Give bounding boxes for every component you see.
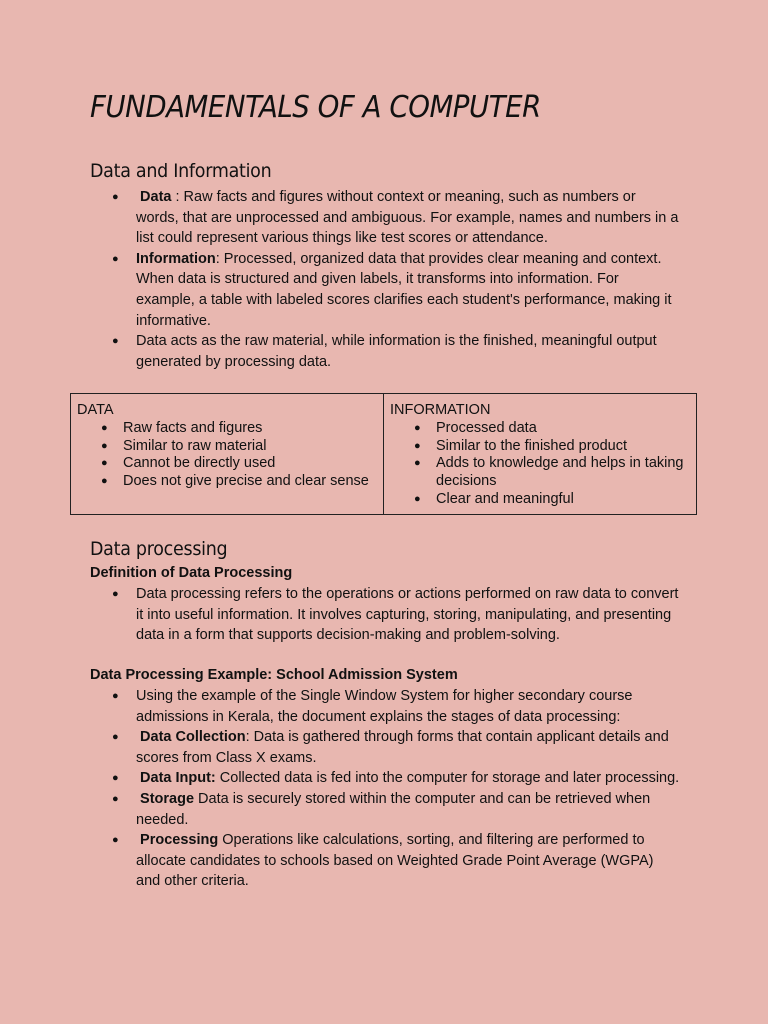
- table-item: ● Adds to knowledge and helps in taking decisions: [390, 455, 690, 491]
- comparison-table: [70, 393, 697, 515]
- table-item: ● Similar to raw material: [77, 438, 377, 456]
- data-information-list: [90, 187, 680, 372]
- list-item: ● Storage Data is securely stored within the computer and can be retrieved when needed.: [90, 789, 680, 830]
- example-list: [90, 686, 680, 892]
- list-item: ● Data Input: Collected data is fed into the computer for storage and later processing.: [90, 768, 680, 789]
- table-item: ● Processed data: [390, 420, 690, 438]
- information-column: [383, 394, 696, 514]
- definition-heading: Definition of Data Processing: [90, 565, 293, 581]
- list-item: ● Processing Operations like calculations, sorting, and filtering are performed to allocate candidates to schools based on Weighted Grade Point Average (WGPA) and other criteria.: [90, 830, 680, 892]
- table-item: ● Cannot be directly used: [77, 455, 377, 473]
- section-heading-data-processing: Data processing: [90, 538, 228, 560]
- information-column-header: INFORMATION: [390, 402, 491, 418]
- page-title: FUNDAMENTALS OF A COMPUTER: [90, 90, 541, 125]
- section-heading-data-information: Data and Information: [90, 160, 272, 182]
- example-heading: Data Processing Example: School Admission System: [90, 667, 458, 683]
- list-item: ● Data acts as the raw material, while information is the finished, meaningful output generated by processing data.: [90, 331, 680, 372]
- list-item: ● Data Collection: Data is gathered through forms that contain applicant details and scores from Class X exams.: [90, 727, 680, 768]
- table-item: ● Clear and meaningful: [390, 491, 690, 509]
- list-item: ● Information: Processed, organized data that provides clear meaning and context. When data is structured and given labels, it transforms into information. For example, a table with labeled scores clarifies each student's performance, making it informative.: [90, 249, 680, 331]
- data-column: [71, 394, 383, 514]
- list-item: ● Data processing refers to the operations or actions performed on raw data to convert it into useful information. It involves capturing, storing, manipulating, and presenting data in a form that supports decision-making and problem-solving.: [90, 584, 680, 646]
- definition-list: [90, 584, 680, 646]
- list-item: ● Data : Raw facts and figures without context or meaning, such as numbers or words, that are unprocessed and ambiguous. For example, names and numbers in a list could represent various things like test scores or attendance.: [90, 187, 680, 249]
- table-item: ● Does not give precise and clear sense: [77, 473, 377, 491]
- table-item: ● Raw facts and figures: [77, 420, 377, 438]
- data-column-header: DATA: [77, 402, 114, 418]
- list-item: ● Using the example of the Single Window System for higher secondary course admissions in Kerala, the document explains the stages of data processing:: [90, 686, 680, 727]
- table-item: ● Similar to the finished product: [390, 438, 690, 456]
